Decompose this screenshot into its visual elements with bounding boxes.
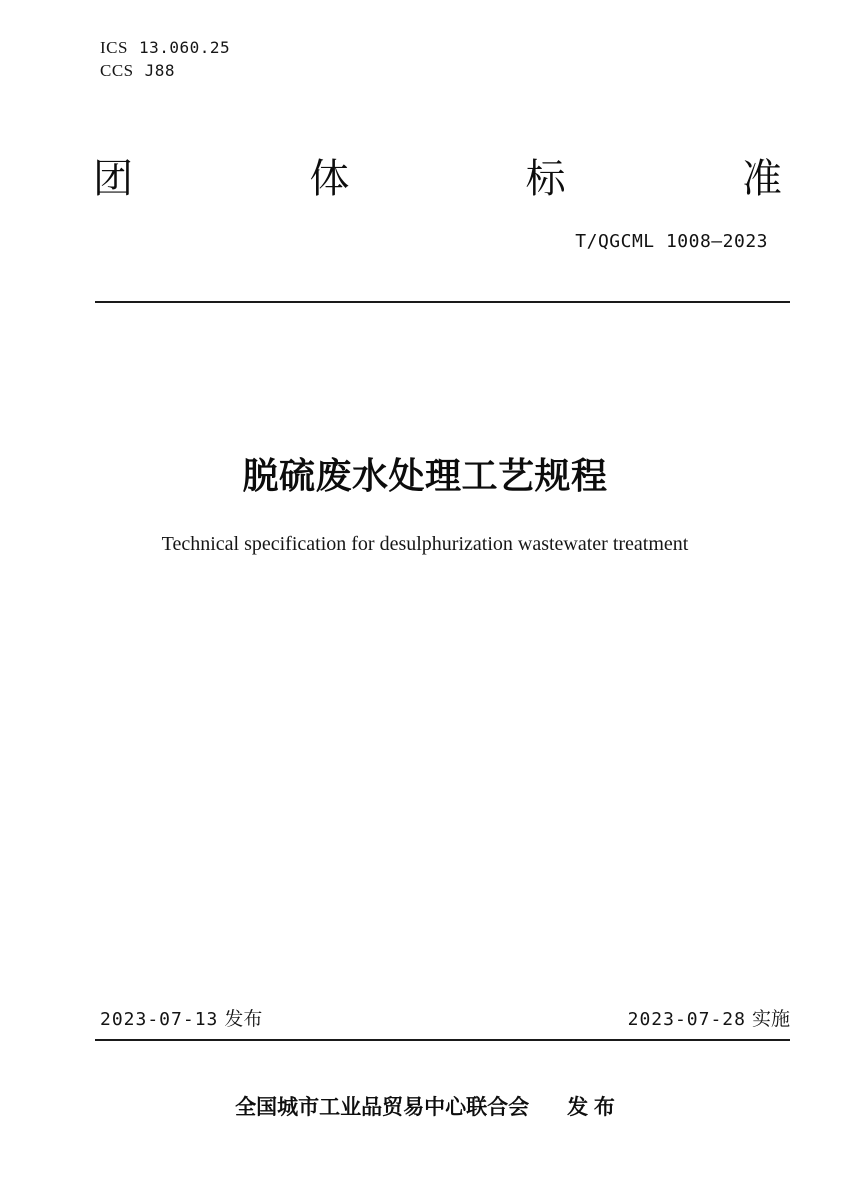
document-title-en: Technical specification for desulphurization wastewater treatment: [161, 533, 689, 555]
standard-type-banner: [93, 156, 782, 202]
ccs-label: CCS: [100, 61, 134, 80]
issue-date-line: [100, 1007, 262, 1033]
header-divider: [95, 301, 790, 303]
implement-date-line: [628, 1007, 790, 1033]
publish-action-label: 发 布: [567, 1096, 615, 1119]
ics-value: 13.060.25: [138, 38, 231, 57]
ics-label: ICS: [100, 38, 128, 57]
document-title-cn: 脱硫废水处理工艺规程: [242, 455, 608, 496]
implement-date-label: 实施: [751, 1009, 790, 1030]
publisher-name: 全国城市工业品贸易中心联合会: [235, 1096, 530, 1119]
publisher-line: [0, 1093, 850, 1123]
implement-date: 2023-07-28: [627, 1009, 746, 1030]
issue-date: 2023-07-13: [100, 1009, 219, 1030]
classification-codes: [100, 36, 230, 82]
ccs-value: J88: [144, 61, 176, 80]
standard-type-char: 体: [309, 157, 350, 201]
ccs-code-line: [100, 59, 230, 82]
standard-number: T/QGCML 1008—2023: [575, 231, 768, 252]
date-row: [100, 1007, 790, 1033]
standard-type-char: 准: [741, 157, 782, 201]
issue-date-label: 发布: [224, 1009, 263, 1030]
ics-code-line: [100, 36, 230, 59]
footer-divider: [95, 1039, 790, 1041]
standard-type-char: 标: [525, 157, 566, 201]
standard-type-char: 团: [93, 157, 133, 201]
